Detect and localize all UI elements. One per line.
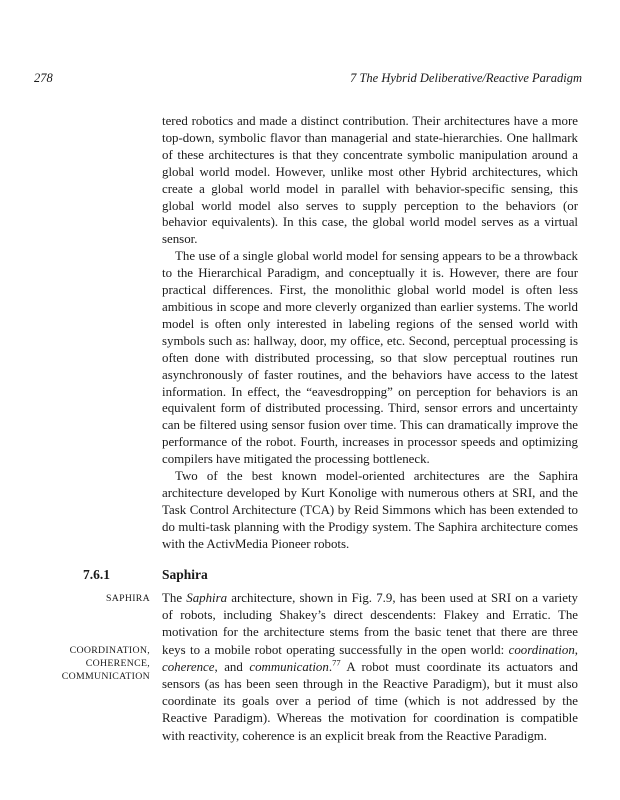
section-title: Saphira xyxy=(162,567,208,582)
italic-term: Saphira xyxy=(186,591,228,605)
section-body xyxy=(162,590,578,745)
margin-note-line: COMMUNICATION xyxy=(61,671,150,682)
margin-note-keys xyxy=(62,644,150,683)
margin-note-line: COHERENCE, xyxy=(85,658,150,669)
text-run: . xyxy=(328,659,333,674)
margin-note-saphira xyxy=(106,592,150,605)
italic-term: communication xyxy=(249,659,329,674)
text-run: A robot must coordinate its actuators and sensors (as has been seen through in the Reactive Paradigm), but it must also coordinate its goals over a period of time (which is not addressed by the Reactive Paradigm). Whereas the motivation for coordination is compatible with reactivity, coherence is an explicit break from the Reactive Paradigm. xyxy=(162,659,578,743)
italic-term: coordination xyxy=(508,642,575,657)
section-paragraph xyxy=(162,590,578,745)
paragraph-world-model: The use of a single global world model for sensing appears to be a throwback to the Hierarchical Paradigm, and conceptually it is. However, there are four practical differences. First, the monolithic global world model is often less ambitious in scope and more cleverly organized than earlier systems. The world model is often only interested in labeling regions of the sensed world with symbols such as: hallway, door, my office, etc. Second, perceptual processing is often done with distributed processing, so that slow perceptual routines run asynchronously of faster routines, and the behaviors have access to the latest information. In effect, the “eavesdropping” on perception for behaviors is an equivalent form of distributed processing. Third, sensor errors and uncertainty can be filtered using sensor fusion over time. This can dramatically improve the performance of the robot. Fourth, increases in processor speeds and optimizing compilers have mitigated the processing bottleneck. xyxy=(162,249,578,467)
text-run: architecture, shown in Fig. 7.9, has been used at SRI on a variety of robots, including Shakey’s direct descendents: Flakey and Erratic. The motivation for the architecture stems from the basic tenet that there are three keys to a mobile robot operating successfully in the open world: xyxy=(162,591,578,657)
section-number: 7.6.1 xyxy=(83,567,110,582)
chapter-title: 7 The Hybrid Deliberative/Reactive Paradigm xyxy=(350,71,582,85)
page-number: 278 xyxy=(34,71,53,85)
footnote-marker: 77 xyxy=(332,657,341,668)
text-run: , and xyxy=(214,659,250,674)
body-text xyxy=(162,113,578,553)
text-run: , xyxy=(574,642,578,657)
paragraph-continued: tered robotics and made a distinct contribution. Their architectures have a more top-down, symbolic flavor than managerial and state-hierarchies. One hallmark of these architectures is that they concentrate symbolic manipulation around a global world model. However, unlike most other Hybrid architectures, which create a global world model in parallel with behavior-specific sensing, this global world model also serves to supply perception to the behaviors (or behavior equivalents). In this case, the global world model serves as a virtual sensor. xyxy=(162,114,578,247)
margin-note-text: SAPHIRA xyxy=(105,593,150,604)
margin-note-line: COORDINATION, xyxy=(69,645,150,656)
italic-term: coherence xyxy=(162,659,215,674)
paragraph-architectures: Two of the best known model-oriented architectures are the Saphira architecture developed by Kurt Konolige with numerous others at SRI, and the Task Control Architecture (TCA) by Reid Simmons which has been extended to do multi-task planning with the Prodigy system. The Saphira architecture comes with the ActivMedia Pioneer robots. xyxy=(162,469,578,551)
text-run: The xyxy=(162,591,187,605)
